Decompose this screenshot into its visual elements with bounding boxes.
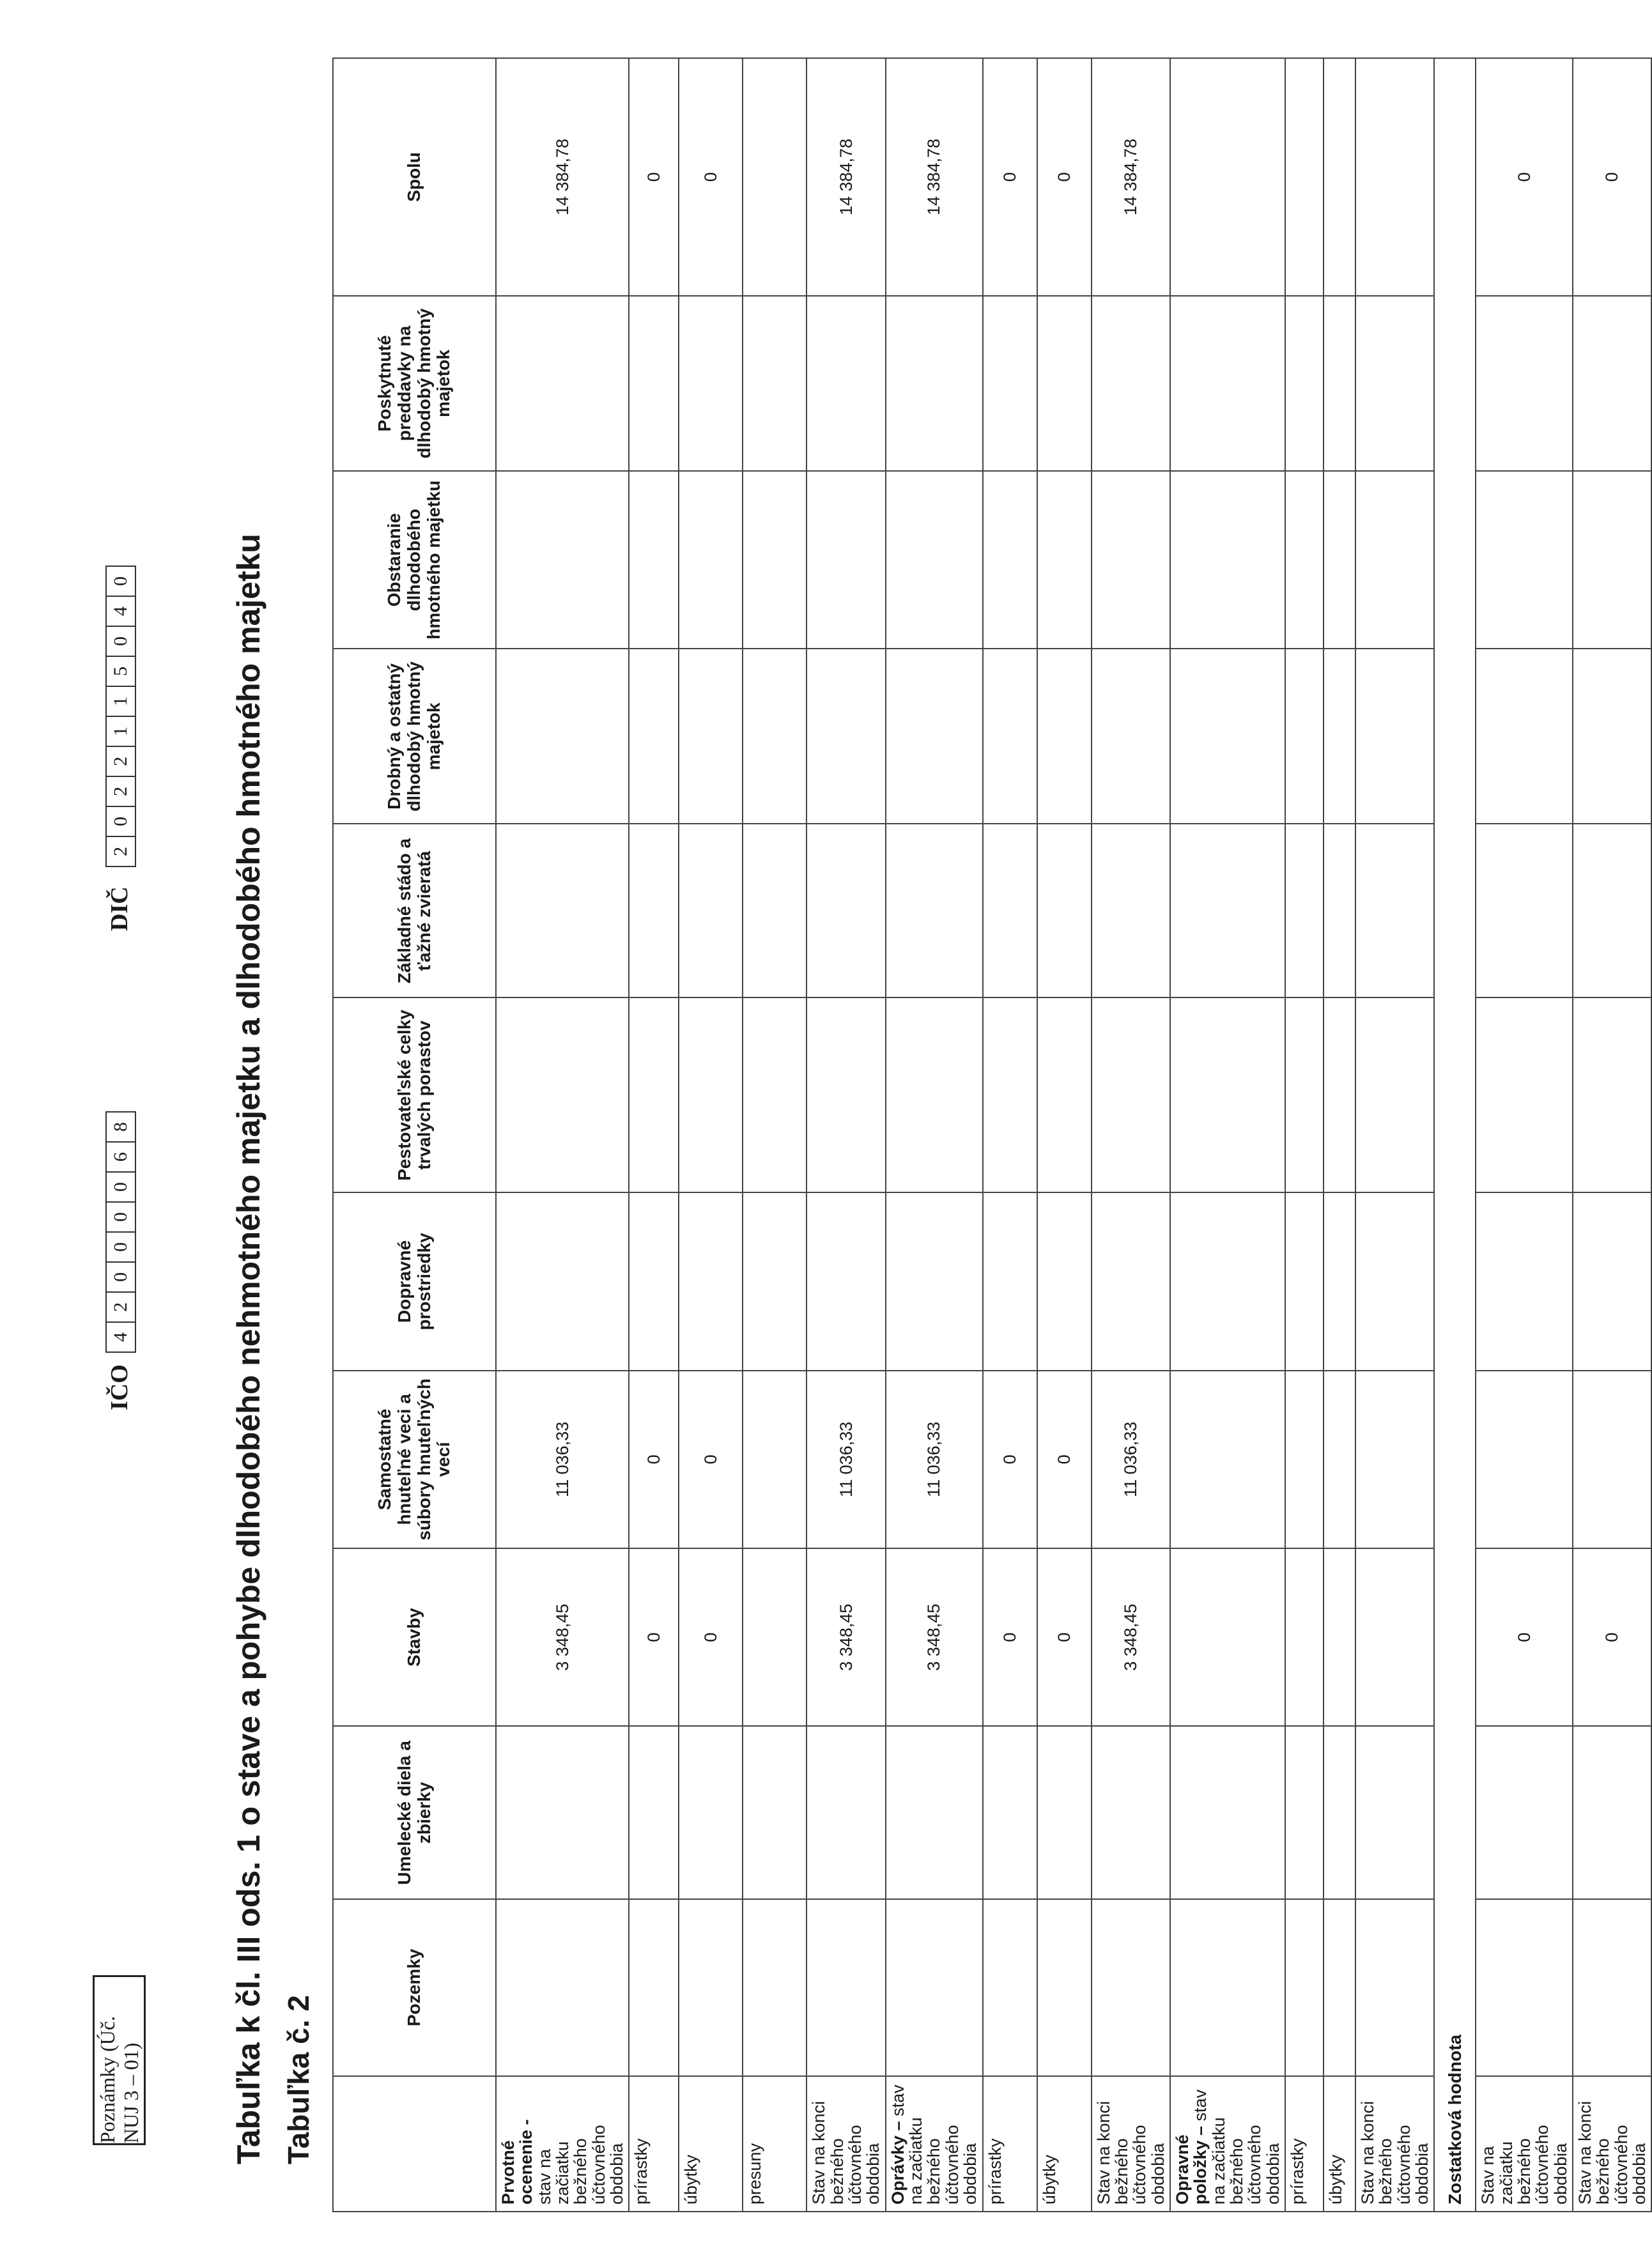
table-cell <box>1092 1726 1170 1899</box>
table-cell <box>1037 1726 1092 1899</box>
table-cell <box>983 1192 1037 1370</box>
table-cell <box>743 649 807 824</box>
table-cell: 14 384,78 <box>886 58 983 296</box>
table-row <box>1092 58 1170 2212</box>
dic-digit: 1 <box>107 686 135 716</box>
table-cell <box>1324 296 1355 471</box>
table-cell <box>1170 824 1285 998</box>
table-cell <box>886 649 983 824</box>
ico-digit: 2 <box>107 1291 135 1321</box>
table-cell <box>1170 58 1285 296</box>
table-cell <box>1285 997 1324 1192</box>
table-cell <box>1170 471 1285 649</box>
table-cell <box>1324 1548 1355 1726</box>
table-cell <box>1324 1192 1355 1370</box>
table-cell <box>1324 58 1355 296</box>
table-cell <box>886 1899 983 2075</box>
table-row <box>679 58 743 2212</box>
table-cell <box>496 997 629 1192</box>
ico-digit-boxes <box>105 1111 136 1353</box>
ico-digit: 8 <box>110 1122 131 1132</box>
table-cell <box>807 471 885 649</box>
table-cell <box>1285 296 1324 471</box>
table-cell: 0 <box>1573 58 1651 296</box>
table-row <box>1324 58 1355 2212</box>
table-cell <box>1573 1371 1651 1548</box>
dic-digit: 2 <box>107 836 135 866</box>
section-heading: Zostatková hodnota <box>1434 58 1476 2212</box>
dic-digit: 4 <box>107 596 135 626</box>
table-cell <box>1170 649 1285 824</box>
table-cell <box>1324 997 1355 1192</box>
ico-digit: 0 <box>107 1261 135 1291</box>
column-header: Dopravné prostriedky <box>333 1192 496 1370</box>
row-label-text: prírastky <box>1287 2138 1307 2205</box>
table-row <box>886 58 983 2212</box>
table-cell <box>629 1899 679 2075</box>
table-row <box>1476 58 1573 2212</box>
column-header: Drobný a ostatný dlhodobý hmotný majetok <box>333 649 496 824</box>
table-row <box>629 58 679 2212</box>
table-cell <box>1170 1192 1285 1370</box>
table-row <box>1037 58 1092 2212</box>
table-cell <box>496 1899 629 2075</box>
row-label-text: úbytky <box>1039 2154 1059 2205</box>
dic-digit: 2 <box>107 746 135 776</box>
table-cell <box>1355 824 1434 998</box>
dic-digit: 0 <box>107 626 135 656</box>
table-cell <box>1355 1726 1434 1899</box>
table-cell <box>1324 824 1355 998</box>
dic-digit: 0 <box>107 806 135 836</box>
table-cell <box>807 296 885 471</box>
table-cell <box>1355 997 1434 1192</box>
table-cell: 0 <box>1037 58 1092 296</box>
table-cell <box>743 471 807 649</box>
table-cell <box>1170 1548 1285 1726</box>
dic-digit: 1 <box>107 716 135 746</box>
table-cell: 3 348,45 <box>807 1548 885 1726</box>
table-cell: 14 384,78 <box>807 58 885 296</box>
table-cell <box>679 296 743 471</box>
table-cell <box>1476 1371 1573 1548</box>
table-cell <box>1037 997 1092 1192</box>
table-cell <box>629 1192 679 1370</box>
table-cell <box>1355 1899 1434 2075</box>
row-label <box>1285 2076 1324 2212</box>
page-subtitle: Tabuľka č. 2 <box>282 1995 315 2164</box>
table-cell <box>743 1371 807 1548</box>
table-cell <box>1355 58 1434 296</box>
table-cell: 0 <box>1037 1371 1092 1548</box>
table-cell <box>743 1192 807 1370</box>
table-cell <box>1355 1548 1434 1726</box>
column-header <box>333 2076 496 2212</box>
table-cell <box>807 997 885 1192</box>
table-cell <box>1037 649 1092 824</box>
row-label <box>743 2076 807 2212</box>
table-cell <box>679 1899 743 2075</box>
table-row <box>1434 58 1476 2212</box>
table-cell <box>743 1726 807 1899</box>
table-cell <box>679 471 743 649</box>
table-row <box>983 58 1037 2212</box>
table-cell: 3 348,45 <box>1092 1548 1170 1726</box>
table-cell <box>1285 58 1324 296</box>
table-cell <box>1476 1899 1573 2075</box>
table-cell: 0 <box>1476 58 1573 296</box>
table-cell <box>1092 649 1170 824</box>
table-cell <box>886 471 983 649</box>
row-label <box>807 2076 885 2212</box>
table-cell <box>1476 1726 1573 1899</box>
dic-digit: 5 <box>107 656 135 686</box>
table-cell <box>743 58 807 296</box>
row-label <box>1355 2076 1434 2212</box>
row-label <box>886 2076 983 2212</box>
table-cell <box>983 1726 1037 1899</box>
table-cell: 0 <box>629 1371 679 1548</box>
table-cell: 3 348,45 <box>886 1548 983 1726</box>
table-cell: 11 036,33 <box>1092 1371 1170 1548</box>
table-cell <box>1092 471 1170 649</box>
table-cell <box>743 1899 807 2075</box>
table-cell <box>743 296 807 471</box>
table-row <box>1573 58 1651 2212</box>
table-cell <box>496 649 629 824</box>
table-cell <box>983 824 1037 998</box>
dic-label: DIČ <box>106 886 133 931</box>
table-cell <box>807 824 885 998</box>
table-cell <box>1476 1192 1573 1370</box>
table-cell: 0 <box>983 58 1037 296</box>
row-label <box>1037 2076 1092 2212</box>
row-label-text: Stav na konci bežného účtovného obdobia <box>1357 2100 1432 2205</box>
table-cell <box>1355 296 1434 471</box>
table-cell <box>1476 471 1573 649</box>
table-cell: 14 384,78 <box>1092 58 1170 296</box>
table-cell <box>983 649 1037 824</box>
ico-digit: 0 <box>107 1201 135 1231</box>
column-header: Spolu <box>333 58 496 296</box>
row-label-bold: Oprávky – <box>888 2121 907 2205</box>
note-box: Poznámky (Úč. NUJ 3 – 01) <box>93 1975 146 2145</box>
table-cell <box>629 471 679 649</box>
table-cell <box>1573 1192 1651 1370</box>
table-cell <box>679 824 743 998</box>
column-header: Umelecké diela a zbierky <box>333 1726 496 1899</box>
table-cell <box>1037 824 1092 998</box>
table-row <box>807 58 885 2212</box>
table-cell: 0 <box>983 1548 1037 1726</box>
table-cell <box>679 997 743 1192</box>
table-cell <box>679 1192 743 1370</box>
table-cell: 0 <box>679 1371 743 1548</box>
table-cell <box>1324 471 1355 649</box>
dic-digit: 2 <box>107 776 135 806</box>
table-cell <box>983 296 1037 471</box>
table-cell <box>1573 296 1651 471</box>
table-cell <box>1573 824 1651 998</box>
table-cell <box>1355 1192 1434 1370</box>
table-cell <box>629 824 679 998</box>
table-cell <box>807 1192 885 1370</box>
table-cell <box>1092 1192 1170 1370</box>
table-cell <box>1573 997 1651 1192</box>
table-cell <box>629 649 679 824</box>
table-cell <box>629 296 679 471</box>
table-cell <box>807 649 885 824</box>
row-label <box>1092 2076 1170 2212</box>
table-cell <box>1285 824 1324 998</box>
column-header: Poskytnuté preddavky na dlhodobý hmotný majetok <box>333 296 496 471</box>
table-cell <box>1324 1371 1355 1548</box>
table-cell <box>1285 1548 1324 1726</box>
table-cell <box>1573 649 1651 824</box>
row-label <box>1573 2076 1651 2212</box>
table-cell: 11 036,33 <box>807 1371 885 1548</box>
row-label <box>983 2076 1037 2212</box>
table-cell: 11 036,33 <box>496 1371 629 1548</box>
column-header: Obstaranie dlhodobého hmotného majetku <box>333 471 496 649</box>
row-label-text: Stav na konci bežného účtovného obdobia <box>1575 2100 1649 2205</box>
table-row <box>1355 58 1434 2212</box>
table-cell <box>1170 997 1285 1192</box>
table-cell <box>1324 649 1355 824</box>
column-header: Stavby <box>333 1548 496 1726</box>
table-cell <box>1324 1726 1355 1899</box>
ico-digit: 0 <box>107 1231 135 1261</box>
table-cell <box>629 1726 679 1899</box>
table-cell: 11 036,33 <box>886 1371 983 1548</box>
table-cell <box>496 1726 629 1899</box>
table-cell <box>743 997 807 1192</box>
row-label-text: prírastky <box>985 2138 1005 2205</box>
table-row <box>743 58 807 2212</box>
table-cell <box>1037 1192 1092 1370</box>
row-label-text: stav na začiatku bežného účtovného obdobia <box>1191 2089 1283 2205</box>
table-cell <box>1285 1726 1324 1899</box>
table-cell <box>983 1899 1037 2075</box>
table-cell <box>1573 1899 1651 2075</box>
row-label <box>679 2076 743 2212</box>
table-cell: 0 <box>679 58 743 296</box>
table-cell <box>1170 1899 1285 2075</box>
row-label-text: prírastky <box>631 2138 651 2205</box>
table-cell <box>1037 296 1092 471</box>
table-cell <box>1285 1371 1324 1548</box>
table-cell <box>807 1726 885 1899</box>
table-cell <box>1092 296 1170 471</box>
row-label-text: Stav na začiatku bežného účtovného obdobia <box>1478 2125 1570 2205</box>
table-cell <box>1476 649 1573 824</box>
table-cell <box>496 296 629 471</box>
table-row <box>1285 58 1324 2212</box>
table-cell <box>1037 471 1092 649</box>
table-cell <box>679 649 743 824</box>
table-cell <box>496 471 629 649</box>
table-cell <box>1092 1899 1170 2075</box>
table-cell <box>886 997 983 1192</box>
table-cell <box>743 1548 807 1726</box>
table-row <box>496 58 629 2212</box>
page-title: Tabuľka k čl. III ods. 1 o stave a pohybe dlhodobého nehmotného majetku a dlhodobého hmotného majetku <box>231 534 266 2164</box>
table-cell: 0 <box>1037 1548 1092 1726</box>
table-cell <box>1285 471 1324 649</box>
table-cell: 0 <box>679 1548 743 1726</box>
table-cell <box>1476 824 1573 998</box>
row-label-text: úbytky <box>681 2154 701 2205</box>
row-label-text: Stav na konci bežného účtovného obdobia <box>1093 2100 1168 2205</box>
table-cell <box>1476 997 1573 1192</box>
row-label-bold: Opravné položky – <box>1172 2125 1210 2205</box>
table-cell <box>886 824 983 998</box>
table-cell <box>1573 471 1651 649</box>
table-cell <box>1170 1371 1285 1548</box>
column-header: Samostatné hnuteľné veci a súbory hnuteľných vecí <box>333 1371 496 1548</box>
row-label-text: úbytky <box>1325 2154 1345 2205</box>
ico-label: IČO <box>106 1364 133 1410</box>
column-header: Pozemky <box>333 1899 496 2075</box>
table-cell <box>1355 471 1434 649</box>
column-header: Základné stádo a ťažné zvieratá <box>333 824 496 998</box>
table-cell <box>886 1726 983 1899</box>
table-cell <box>496 824 629 998</box>
table-cell <box>983 471 1037 649</box>
table-cell: 0 <box>1476 1548 1573 1726</box>
row-label <box>496 2076 629 2212</box>
table-cell <box>1355 1371 1434 1548</box>
column-header: Pestovateľské celky trvalých porastov <box>333 997 496 1192</box>
table-cell <box>1476 296 1573 471</box>
table-row <box>1170 58 1285 2212</box>
row-label <box>629 2076 679 2212</box>
table-cell <box>1285 649 1324 824</box>
row-label <box>1170 2076 1285 2212</box>
table-cell: 0 <box>1573 1548 1651 1726</box>
row-label-text: presuny <box>745 2143 765 2205</box>
table-cell: 14 384,78 <box>496 58 629 296</box>
row-label <box>1476 2076 1573 2212</box>
table-cell <box>1573 1726 1651 1899</box>
table-cell <box>629 997 679 1192</box>
table-cell <box>496 1192 629 1370</box>
table-cell <box>1092 824 1170 998</box>
asset-table <box>332 58 1652 2212</box>
row-label-text: stav na začiatku bežného účtovného obdobia <box>888 2084 980 2205</box>
table-cell <box>1324 1899 1355 2075</box>
table-cell <box>1092 997 1170 1192</box>
ico-digit: 4 <box>107 1321 135 1352</box>
table-cell <box>1285 1192 1324 1370</box>
table-cell <box>743 824 807 998</box>
table-cell: 0 <box>629 1548 679 1726</box>
row-label-text: stav na začiatku bežného účtovného obdobia <box>534 2125 627 2205</box>
table-cell <box>679 1726 743 1899</box>
table-cell <box>1170 1726 1285 1899</box>
table-cell <box>886 296 983 471</box>
table-cell <box>1170 296 1285 471</box>
table-cell <box>1355 649 1434 824</box>
table-cell <box>983 997 1037 1192</box>
row-label-text: Stav na konci bežného účtovného obdobia <box>809 2100 883 2205</box>
table-cell <box>1285 1899 1324 2075</box>
dic-digit: 0 <box>110 576 131 586</box>
table-cell: 0 <box>983 1371 1037 1548</box>
ico-digit: 0 <box>107 1171 135 1201</box>
table-cell: 0 <box>629 58 679 296</box>
row-label-bold: Prvotné ocenenie - <box>498 2119 536 2205</box>
table-cell <box>1037 1899 1092 2075</box>
dic-digit-boxes <box>105 566 136 867</box>
row-label <box>1324 2076 1355 2212</box>
table-cell <box>807 1899 885 2075</box>
ico-digit: 6 <box>107 1141 135 1171</box>
table-cell: 3 348,45 <box>496 1548 629 1726</box>
table-cell <box>886 1192 983 1370</box>
